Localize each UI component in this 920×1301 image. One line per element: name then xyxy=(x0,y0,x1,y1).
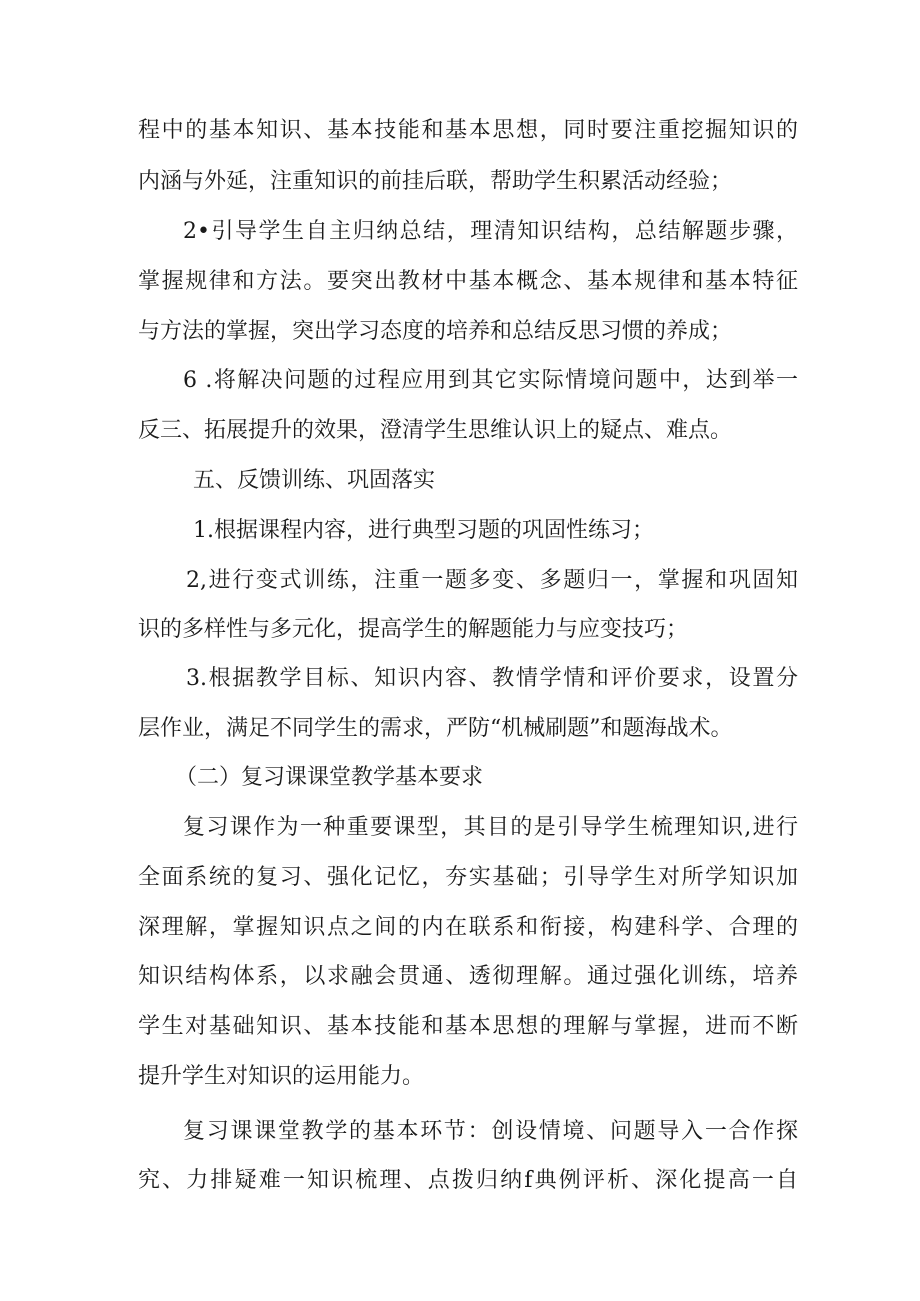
paragraph-line: 深理解，掌握知识点之间的内在联系和衔接，构建科学、合理的 xyxy=(138,915,798,940)
paragraph-line: 层作业，满足不同学生的需求，严防“机械刷题”和题海战术。 xyxy=(138,716,733,741)
paragraph-line: 复习课作为一种重要课型，其目的是引导学生梳理知识,进行 xyxy=(183,815,798,840)
paragraph-line: 学生对基础知识、基本技能和基本思想的理解与掌握，进而不断 xyxy=(138,1014,798,1039)
paragraph-line: 反三、拓展提升的效果，澄清学生思维认识上的疑点、难点。 xyxy=(138,418,733,443)
section-heading: （二）复习课课堂教学基本要求 xyxy=(175,765,484,790)
section-heading: 五、反馈训练、巩固落实 xyxy=(193,468,436,493)
paragraph-line: 掌握规律和方法。要突出教材中基本概念、基本规律和基本特征 xyxy=(138,269,798,294)
paragraph-line: 复习课课堂教学的基本环节：创设情境、问题导入一合作探 xyxy=(183,1119,798,1144)
paragraph-line: 内涵与外延，注重知识的前挂后联，帮助学生积累活动经验； xyxy=(138,169,733,194)
paragraph-line: 程中的基本知识、基本技能和基本思想，同时要注重挖掘知识的 xyxy=(138,118,798,143)
paragraph-line: 知识结构体系，以求融会贯通、透彻理解。通过强化训练，培养 xyxy=(138,964,798,989)
paragraph-line: 提升学生对知识的运用能力。 xyxy=(138,1064,425,1089)
paragraph-line: 与方法的掌握，突出学习态度的培养和总结反思习惯的养成； xyxy=(138,319,733,344)
list-item: 2,进行变式训练，注重一题多变、多题归一，掌握和巩固知 xyxy=(186,568,798,593)
paragraph-line: 2•引导学生自主归纳总结，理清知识结构，总结解题步骤， xyxy=(183,219,798,244)
list-item: 1.根据课程内容，进行典型习题的巩固性练习； xyxy=(193,518,654,543)
paragraph-line: 6 .将解决问题的过程应用到其它实际情境问题中，达到举一 xyxy=(183,368,798,393)
paragraph-line: 识的多样性与多元化，提高学生的解题能力与应变技巧； xyxy=(138,617,689,642)
list-item: 3.根据教学目标、知识内容、教情学情和评价要求，设置分 xyxy=(186,666,798,691)
paragraph-line: 究、力排疑难一知识梳理、点拨归纳f典例评析、深化提高一自 xyxy=(138,1168,798,1193)
paragraph-line: 全面系统的复习、强化记忆，夯实基础；引导学生对所学知识加 xyxy=(138,865,798,890)
